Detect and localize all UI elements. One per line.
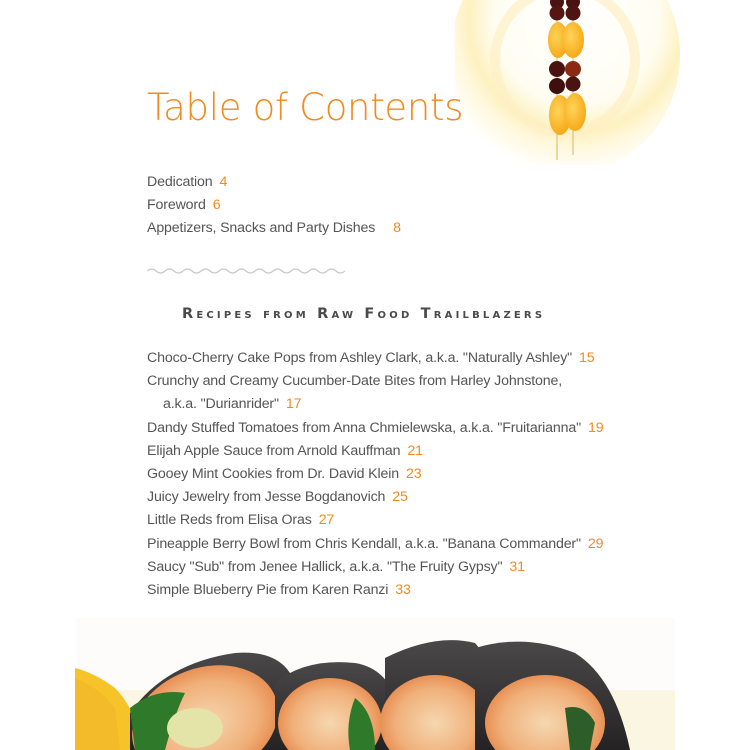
toc-entry-label: Crunchy and Creamy Cucumber-Date Bites from Harley Johnstone, [147, 373, 563, 390]
toc-entry-recipe[interactable] [147, 370, 627, 416]
page-number: 25 [392, 489, 408, 506]
toc-entry-foreword[interactable] [147, 194, 627, 217]
recipe-list [147, 347, 627, 602]
toc-entry-label: Gooey Mint Cookies from Dr. David Klein [147, 466, 399, 483]
toc-entry-appetizers[interactable] [147, 217, 627, 240]
toc-entry-recipe[interactable] [147, 440, 627, 463]
toc-entry-label: Pineapple Berry Bowl from Chris Kendall, a.k.a. "Banana Commander" [147, 535, 581, 552]
page-number: 6 [212, 197, 221, 214]
page-number: 4 [219, 174, 228, 190]
toc-entry-recipe[interactable] [147, 579, 627, 602]
toc-entry-label: Choco-Cherry Cake Pops from Ashley Clark, a.k.a. "Naturally Ashley" [147, 350, 573, 366]
page-number: 23 [405, 466, 422, 483]
toc-entry-label: Saucy "Sub" from Jenee Hallick, a.k.a. "The Fruity Gypsy" [147, 558, 503, 575]
toc-entry-label: Dedication [147, 174, 213, 190]
toc-entry-recipe[interactable] [147, 533, 627, 556]
page-title: Table of Contents [147, 86, 464, 129]
toc-entry-label-continued: a.k.a. "Durianrider" [163, 396, 279, 413]
section-heading: Recipes from Raw Food Trailblazers [182, 306, 546, 322]
toc-entry-recipe[interactable] [147, 347, 627, 370]
toc-entry-recipe[interactable] [147, 556, 627, 579]
wavy-divider [147, 266, 345, 276]
toc-entry-recipe[interactable] [147, 463, 627, 486]
toc-entry-recipe[interactable] [147, 417, 627, 440]
toc-entry-label: Simple Blueberry Pie from Karen Ranzi [147, 582, 389, 599]
toc-entry-recipe[interactable] [147, 509, 627, 532]
toc-entry-label: Appetizers, Snacks and Party Dishes [147, 220, 376, 237]
page-number: 17 [285, 396, 302, 413]
toc-entry-label: Foreword [147, 197, 206, 214]
page-number: 29 [587, 535, 604, 552]
toc-entry-label: Juicy Jewelry from Jesse Bogdanovich [147, 489, 386, 506]
toc-entry-label: Dandy Stuffed Tomatoes from Anna Chmielewska, a.k.a. "Fruitarianna" [147, 419, 582, 436]
page-number: 15 [579, 350, 595, 366]
toc-entry-recipe[interactable] [147, 486, 627, 509]
page-number: 33 [395, 582, 411, 599]
toc-entry-label: Elijah Apple Sauce from Arnold Kauffman [147, 442, 401, 459]
toc-entry-dedication[interactable] [147, 171, 627, 194]
page-number: 19 [588, 419, 604, 436]
front-matter-list [147, 171, 627, 241]
nori-wrap-rolls-photo [75, 618, 675, 750]
fruit-skewer-photo [455, 0, 680, 165]
page-number: 8 [393, 220, 401, 237]
page-number: 31 [509, 558, 525, 575]
page-number: 21 [407, 442, 423, 459]
page-number: 27 [318, 512, 335, 529]
toc-entry-label: Little Reds from Elisa Oras [147, 512, 312, 529]
